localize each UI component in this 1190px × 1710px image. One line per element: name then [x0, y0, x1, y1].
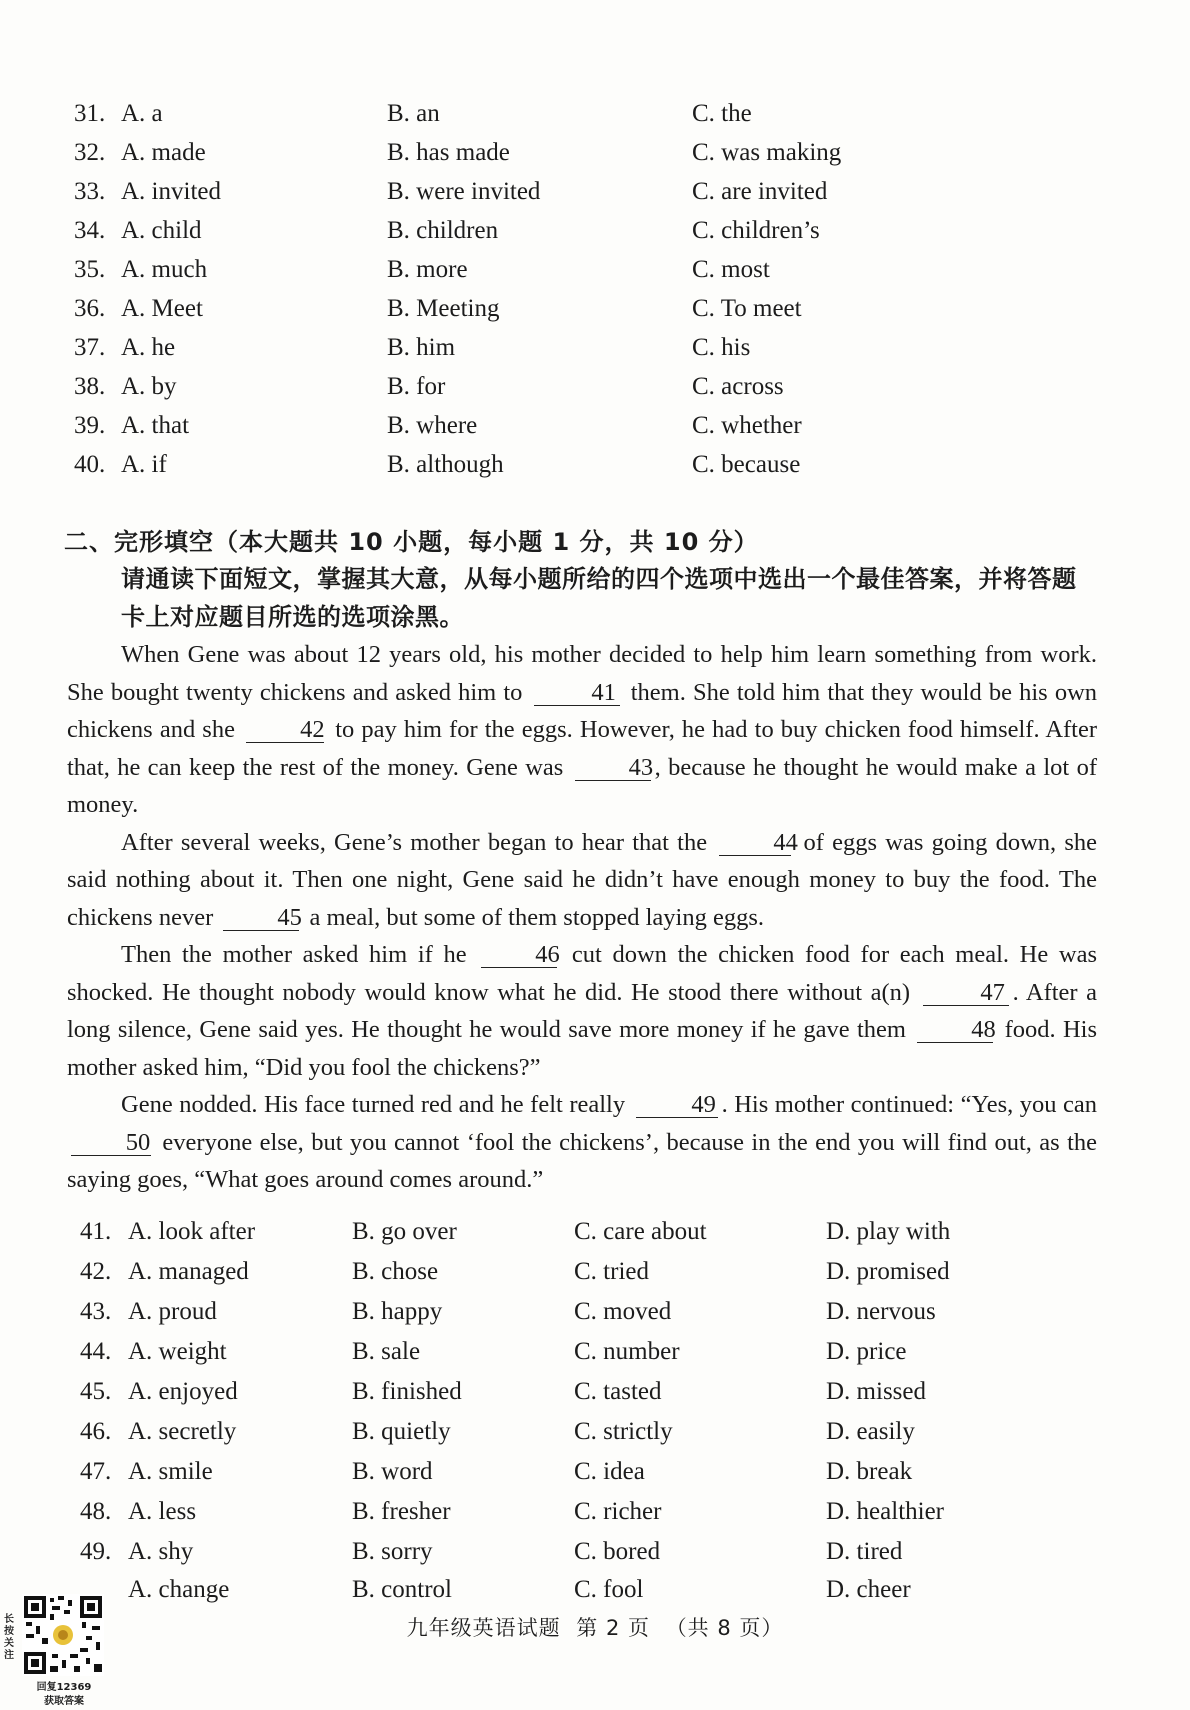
- option-b: B. fresher: [352, 1498, 451, 1525]
- option-c: C. care about: [574, 1218, 707, 1245]
- question-number: 43.: [80, 1298, 112, 1325]
- option-a: A. change: [128, 1576, 230, 1603]
- passage-text: After several weeks, Gene’s mother began to hear that the: [121, 828, 708, 856]
- question-number: 42.: [80, 1258, 112, 1285]
- option-b: B. finished: [352, 1378, 462, 1405]
- option-a: A. made: [121, 139, 206, 166]
- option-b: B. control: [352, 1576, 452, 1603]
- passage-text: Then the mother asked him if he: [121, 941, 467, 968]
- question-number: 46.: [80, 1418, 112, 1445]
- option-a: A. enjoyed: [128, 1378, 238, 1405]
- option-c: C. across: [692, 373, 784, 400]
- option-d: D. break: [826, 1458, 913, 1485]
- option-row: [0, 139, 1190, 177]
- section-instructions: 请通读下面短文，掌握其大意，从每小题所给的四个选项中选出一个最佳答案，并将答题卡上对应题目所选的选项涂黑。: [121, 565, 1077, 631]
- passage-text: them. She told him that they would be his own chickens and she: [67, 678, 1098, 743]
- question-number: 35.: [74, 256, 106, 283]
- passage-paragraph: [67, 936, 1097, 1086]
- option-row: [0, 295, 1190, 333]
- blank-47: 47: [923, 981, 1009, 1006]
- option-b: B. chose: [352, 1258, 439, 1285]
- question-number: 34.: [74, 217, 106, 244]
- option-row: [0, 1418, 1190, 1456]
- option-row: [0, 1576, 1190, 1614]
- blank-42: 42: [246, 718, 324, 743]
- option-a: A. much: [121, 256, 208, 283]
- qr-caption-line1: 回复12369: [36, 1682, 92, 1693]
- option-c: C. fool: [574, 1576, 644, 1603]
- page-footer: [0, 1612, 1190, 1642]
- question-number: 44.: [80, 1338, 112, 1365]
- option-d: D. easily: [826, 1418, 915, 1445]
- question-number: 48.: [80, 1498, 112, 1525]
- option-b: B. where: [387, 412, 478, 439]
- option-b: B. has made: [387, 139, 510, 166]
- qr-side-label: 长按关注: [4, 1614, 14, 1661]
- option-d: D. price: [826, 1338, 907, 1365]
- cloze-passage: [67, 636, 1097, 1199]
- option-row: [0, 1378, 1190, 1416]
- option-a: A. child: [121, 217, 202, 244]
- blank-48: 48: [917, 1018, 993, 1043]
- option-row: [0, 1538, 1190, 1576]
- option-c: C. tasted: [574, 1378, 662, 1405]
- option-b: B. were invited: [387, 178, 541, 205]
- blank-41: 41: [534, 681, 620, 706]
- footer-page: 第 2 页: [576, 1616, 650, 1640]
- question-number: 47.: [80, 1458, 112, 1485]
- option-d: D. tired: [826, 1538, 903, 1565]
- option-c: C. his: [692, 334, 751, 361]
- question-number: 32.: [74, 139, 106, 166]
- option-c: C. number: [574, 1338, 680, 1365]
- option-b: B. quietly: [352, 1418, 451, 1445]
- passage-text: everyone else, but you cannot ‘fool the chickens’, because in the end you will find out, as the saying goes, “What goes around comes around.”: [67, 1128, 1097, 1193]
- option-row: [0, 412, 1190, 450]
- option-a: A. a: [121, 100, 163, 127]
- section-title: 二、完形填空（本大题共 10 小题，每小题 1 分，共 10 分）: [64, 528, 759, 556]
- option-c: C. tried: [574, 1258, 649, 1285]
- passage-text: . His mother continued: “Yes, you can: [721, 1091, 1098, 1118]
- option-b: B. more: [387, 256, 468, 283]
- passage-text: , because he thought he would make a lot of money.: [67, 753, 1097, 818]
- option-d: D. promised: [826, 1258, 950, 1285]
- option-a: A. secretly: [128, 1418, 237, 1445]
- option-b: B. go over: [352, 1218, 457, 1245]
- option-d: D. healthier: [826, 1498, 945, 1525]
- option-row: [0, 1498, 1190, 1536]
- question-number: 41.: [80, 1218, 112, 1245]
- question-number: 38.: [74, 373, 106, 400]
- question-number: 33.: [74, 178, 106, 205]
- option-c: C. richer: [574, 1498, 662, 1525]
- option-b: B. word: [352, 1458, 433, 1485]
- option-a: A. if: [121, 451, 167, 478]
- footer-total: （共 8 页）: [665, 1616, 784, 1640]
- option-c: C. the: [692, 100, 752, 127]
- option-row: [0, 217, 1190, 255]
- blank-49: 49: [636, 1093, 718, 1118]
- option-b: B. children: [387, 217, 499, 244]
- option-a: A. managed: [128, 1258, 249, 1285]
- passage-text: cut down the chicken food for each meal. He was shocked. He thought nobody would know what he did. He stood there without a(n): [67, 941, 1098, 1006]
- option-c: C. was making: [692, 139, 842, 166]
- option-a: A. smile: [128, 1458, 213, 1485]
- option-c: C. bored: [574, 1538, 661, 1565]
- option-c: C. most: [692, 256, 770, 283]
- option-d: D. nervous: [826, 1298, 936, 1325]
- passage-text: a meal, but some of them stopped laying eggs.: [309, 903, 765, 931]
- question-number: 45.: [80, 1378, 112, 1405]
- option-a: A. that: [121, 412, 190, 439]
- option-row: [0, 451, 1190, 489]
- option-row: [0, 178, 1190, 216]
- option-row: [0, 334, 1190, 372]
- option-c: C. idea: [574, 1458, 645, 1485]
- passage-paragraph: [67, 824, 1097, 937]
- passage-text: . After a long silence, Gene said yes. He thought he would save more money if he gave them: [67, 978, 1097, 1043]
- passage-text: Gene nodded. His face turned red and he felt really: [121, 1091, 626, 1118]
- option-row: [0, 256, 1190, 294]
- option-row: [0, 1338, 1190, 1376]
- blank-50: 50: [71, 1131, 151, 1156]
- option-b: B. for: [387, 373, 446, 400]
- option-row: [0, 373, 1190, 411]
- question-number: 36.: [74, 295, 106, 322]
- option-c: C. To meet: [692, 295, 802, 322]
- option-b: B. an: [387, 100, 440, 127]
- blank-43: 43: [575, 756, 651, 781]
- passage-text: to pay him for the eggs. However, he had to buy chicken food himself. After that, he can keep the rest of the money. Gene was: [67, 716, 1098, 781]
- question-number: 37.: [74, 334, 106, 361]
- blank-44: 44: [719, 831, 791, 856]
- option-b: B. although: [387, 451, 504, 478]
- option-c: C. moved: [574, 1298, 672, 1325]
- option-b: B. sorry: [352, 1538, 433, 1565]
- option-a: A. shy: [128, 1538, 194, 1565]
- option-b: B. sale: [352, 1338, 421, 1365]
- option-row: [0, 1458, 1190, 1496]
- passage-text: When Gene was about 12 years old, his mother decided to help him learn something from work. She bought twenty chickens and asked him to: [67, 641, 1097, 706]
- passage-text: food. His mother asked him, “Did you fool the chickens?”: [67, 1016, 1097, 1081]
- blank-46: 46: [481, 943, 557, 968]
- option-b: B. happy: [352, 1298, 443, 1325]
- option-a: A. look after: [128, 1218, 256, 1245]
- question-number: 39.: [74, 412, 106, 439]
- option-d: D. cheer: [826, 1576, 911, 1603]
- option-a: A. less: [128, 1498, 197, 1525]
- option-row: [0, 1258, 1190, 1296]
- option-c: C. strictly: [574, 1418, 673, 1445]
- option-c: C. children’s: [692, 217, 820, 244]
- qr-caption-line2: 获取答案: [44, 1696, 84, 1707]
- option-c: C. whether: [692, 412, 802, 439]
- option-d: D. missed: [826, 1378, 926, 1405]
- option-row: [0, 100, 1190, 138]
- option-b: B. Meeting: [387, 295, 500, 322]
- question-number: 40.: [74, 451, 106, 478]
- option-d: D. play with: [826, 1218, 951, 1245]
- passage-paragraph: [67, 1086, 1097, 1199]
- option-c: C. are invited: [692, 178, 828, 205]
- option-b: B. him: [387, 334, 456, 361]
- question-number: 49.: [80, 1538, 112, 1565]
- passage-paragraph: [67, 636, 1097, 824]
- option-c: C. because: [692, 451, 801, 478]
- option-a: A. Meet: [121, 295, 203, 322]
- footer-title: 九年级英语试题: [406, 1616, 561, 1640]
- option-a: A. weight: [128, 1338, 227, 1365]
- option-a: A. invited: [121, 178, 221, 205]
- option-row: [0, 1298, 1190, 1336]
- option-a: A. by: [121, 373, 177, 400]
- question-number: 31.: [74, 100, 106, 127]
- blank-45: 45: [223, 906, 299, 931]
- option-a: A. he: [121, 334, 176, 361]
- option-a: A. proud: [128, 1298, 217, 1325]
- option-row: [0, 1218, 1190, 1256]
- passage-text: of eggs was going down, she said nothing about it. Then one night, Gene said he didn’t have enough money to buy the food. The chickens never: [67, 828, 1098, 931]
